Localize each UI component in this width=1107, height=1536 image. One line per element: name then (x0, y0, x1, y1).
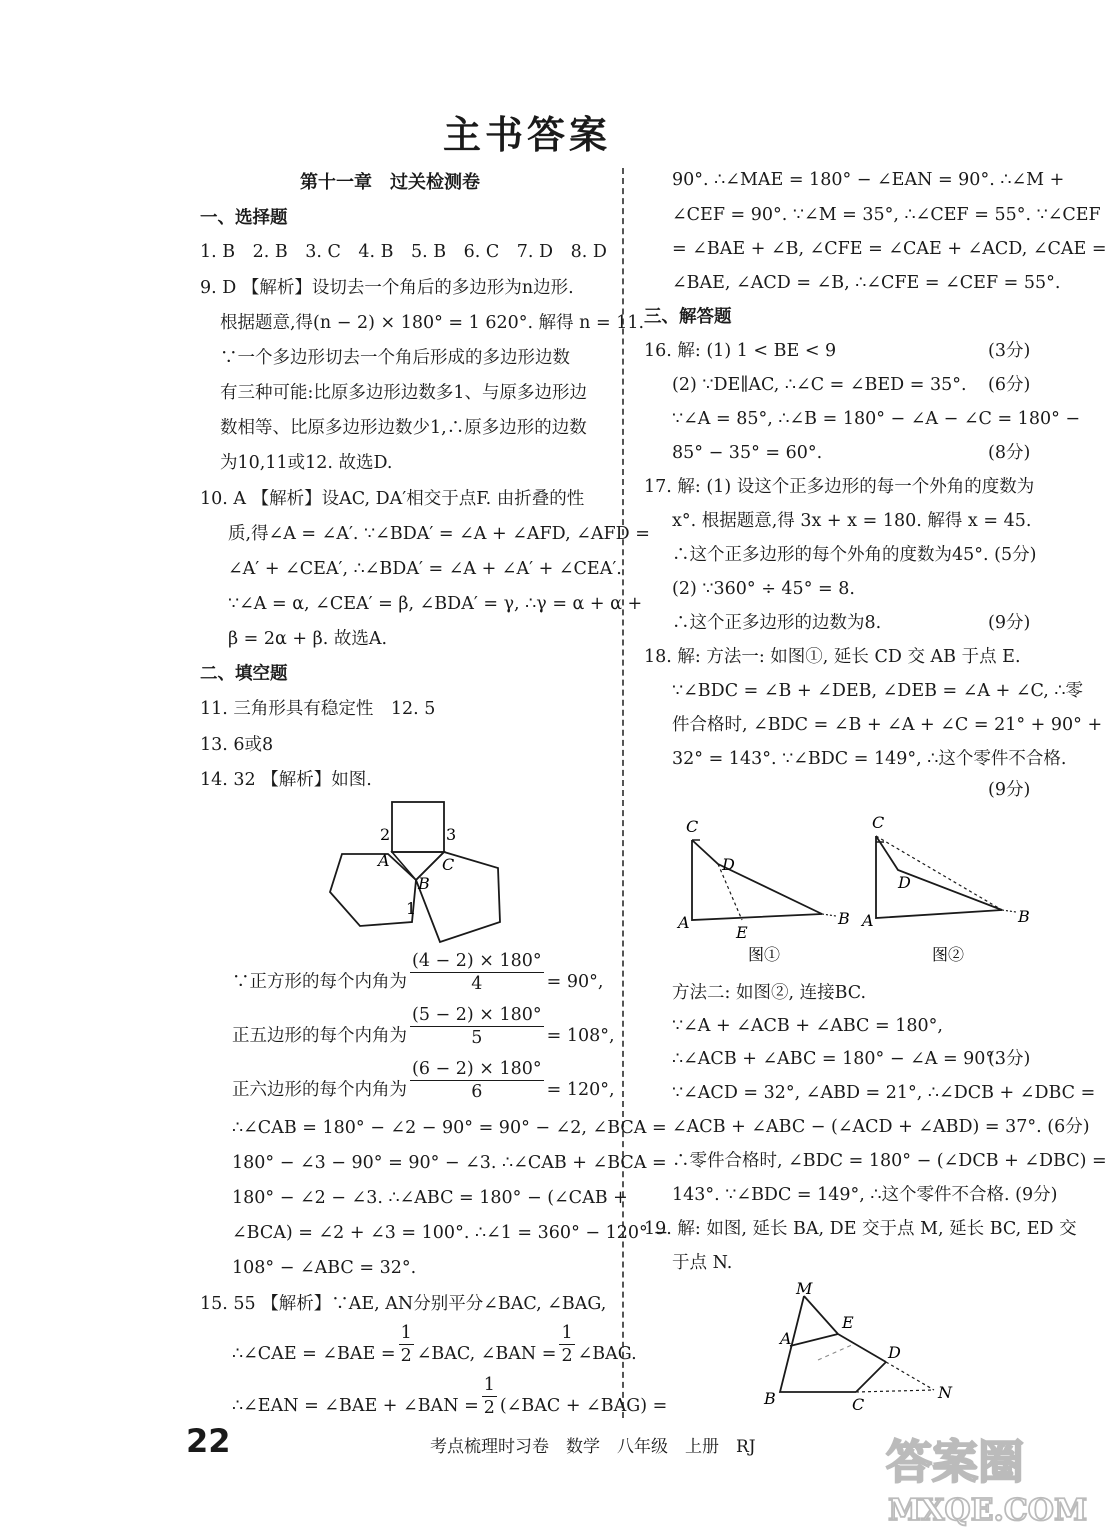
score: (9分) (988, 613, 1031, 633)
answer-line: (2) ∵360° ÷ 45° = 8. (672, 579, 855, 599)
score: (3分) (988, 341, 1031, 361)
answer-line: 1. B 2. B 3. C 4. B 5. B 6. C 7. D 8. D (200, 242, 607, 262)
label-A: A (862, 911, 874, 930)
label-A: A (378, 851, 390, 870)
label-B: B (838, 909, 850, 928)
chapter-heading: 第十一章 过关检测卷 (300, 172, 480, 193)
figure-19 (758, 1279, 958, 1418)
label-angle-1: 1 (406, 899, 417, 918)
answer-line: 108° − ∠ABC = 32°. (232, 1258, 417, 1278)
answer-line: ∠CEF = 90°. ∵∠M = 35°, ∴∠CEF = 55°. ∵∠CEF (672, 205, 1101, 225)
watermark-text-2: MXQE.COM (888, 1493, 1088, 1528)
label-C: C (852, 1395, 865, 1414)
score: (6分) (988, 375, 1031, 395)
figure-2 (856, 806, 1046, 966)
answer-line: 为10,11或12. 故选D. (220, 453, 393, 473)
answer-line: 17. 解: (1) 设这个正多边形的每一个外角的度数为 (644, 477, 1035, 497)
figure-polygons (320, 796, 540, 956)
label-A: A (678, 913, 690, 932)
answer-line: ∵∠A = α, ∠CEA′ = β, ∠BDA′ = γ, ∴γ = α + α + (228, 594, 643, 614)
answer-line: 13. 6或8 (200, 735, 274, 755)
answer-line: 19. 解: 如图, 延长 BA, DE 交于点 M, 延长 BC, ED 交 (644, 1219, 1077, 1239)
answer-line: 14. 32 【解析】如图. (200, 770, 372, 790)
answer-line: 件合格时, ∠BDC = ∠B + ∠A + ∠C = 21° + 90° + (672, 715, 1103, 735)
label-B: B (764, 1389, 776, 1408)
answer-line: 32° = 143°. ∵∠BDC = 149°, ∴这个零件不合格. (672, 749, 1067, 769)
figure-1 (672, 810, 862, 970)
answer-line: ∵∠BDC = ∠B + ∠DEB, ∠DEB = ∠A + ∠C, ∴零 (672, 681, 1084, 701)
section-choice: 一、选择题 (200, 208, 288, 228)
label-D: D (722, 855, 735, 874)
answer-line: ∵一个多边形切去一个角后形成的多边形边数 (220, 348, 570, 368)
label-C: C (686, 817, 699, 836)
answer-line: ∴∠CAB = 180° − ∠2 − 90° = 90° − ∠2, ∠BCA = (232, 1118, 667, 1138)
answer-line: = ∠BAE + ∠B, ∠CFE = ∠CAE + ∠ACD, ∠CAE = (672, 239, 1107, 259)
fraction-line: ∵正方形的每个内角为 $\frac{(4 - 2) \times 180^\circ}{4}$ = 90°, (232, 951, 604, 994)
answer-line: (2) ∵DE∥AC, ∴∠C = ∠BED = 35°. (672, 375, 967, 395)
answer-line: ∴零件合格时, ∠BDC = 180° − (∠DCB + ∠DBC) = (672, 1151, 1107, 1171)
label-D: D (898, 873, 911, 892)
fraction-line: 正五边形的每个内角为 $\frac{(5 - 2) \times 180^\circ}{5}$ = 108°, (232, 1005, 615, 1048)
figure-2-caption: 图② (932, 945, 965, 964)
answer-line: ∠BCA) = ∠2 + ∠3 = 100°. ∴∠1 = 360° − 120° − (232, 1223, 668, 1243)
answer-line: ∴这个正多边形的边数为8. (672, 613, 882, 633)
answer-line: ∵∠A = 85°, ∴∠B = 180° − ∠A − ∠C = 180° − (672, 409, 1081, 429)
answer-line: 有三种可能:比原多边形边数多1、与原多边形边 (220, 383, 588, 403)
score: (8分) (988, 443, 1031, 463)
answer-line: 180° − ∠2 − ∠3. ∴∠ABC = 180° − (∠CAB + (232, 1188, 628, 1208)
answer-line: 质,得∠A = ∠A′. ∵∠BDA′ = ∠A + ∠AFD, ∠AFD = (228, 524, 650, 544)
label-angle-2: 2 (380, 825, 391, 844)
answer-line: 15. 55 【解析】∵AE, AN分别平分∠BAC, ∠BAG, (200, 1294, 607, 1314)
section-fill: 二、填空题 (200, 664, 288, 684)
answer-line: 180° − ∠3 − 90° = 90° − ∠3. ∴∠CAB + ∠BCA = (232, 1153, 667, 1173)
watermark-text-1: 答案圈 (886, 1435, 1024, 1489)
label-A: A (780, 1329, 792, 1348)
answer-line: ∠ACB + ∠ABC − (∠ACD + ∠ABD) = 37°. (6分) (672, 1117, 1090, 1137)
answer-line: 方法二: 如图②, 连接BC. (672, 983, 867, 1003)
section-solve: 三、解答题 (644, 307, 732, 327)
fraction-line: ∴∠EAN = ∠BAE + ∠BAN = $\frac{1}{2}$ (∠BAC + ∠BAG) = (232, 1375, 668, 1418)
answer-line: 143°. ∵∠BDC = 149°, ∴这个零件不合格. (9分) (672, 1185, 1058, 1205)
answer-line: 90°. ∴∠MAE = 180° − ∠EAN = 90°. ∴∠M + (672, 170, 1065, 190)
answer-line: 16. 解: (1) 1 < BE < 9 (644, 341, 837, 361)
answer-line: 11. 三角形具有稳定性 12. 5 (200, 699, 436, 719)
answer-line: ∴∠ACB + ∠ABC = 180° − ∠A = 90°. (672, 1049, 1000, 1069)
fraction-line: ∴∠CAE = ∠BAE = $\frac{1}{2}$ ∠BAC, ∠BAN = $\frac{1}{2}$ ∠BAG. (232, 1323, 637, 1366)
answer-line: 85° − 35° = 60°. (672, 443, 823, 463)
figure-1-caption: 图① (748, 945, 781, 964)
label-D: D (888, 1343, 901, 1362)
score: (3分) (988, 1049, 1031, 1069)
label-E: E (842, 1313, 854, 1332)
page-number: 22 (186, 1422, 231, 1460)
answer-line: ∴这个正多边形的每个外角的度数为45°. (5分) (672, 545, 1037, 565)
label-N: N (938, 1383, 952, 1402)
answer-line: β = 2α + β. 故选A. (228, 629, 388, 649)
score: (9分) (988, 780, 1031, 800)
answer-line: x°. 根据题意,得 3x + x = 180. 解得 x = 45. (672, 511, 1032, 531)
answer-line: 9. D 【解析】设切去一个角后的多边形为n边形. (200, 278, 574, 298)
fraction-line: 正六边形的每个内角为 $\frac{(6 - 2) \times 180^\circ}{6}$ = 120°, (232, 1059, 615, 1102)
answer-line: 根据题意,得(n − 2) × 180° = 1 620°. 解得 n = 11. (220, 313, 645, 333)
label-angle-3: 3 (446, 825, 457, 844)
label-M: M (796, 1279, 813, 1298)
answer-line: ∠BAE, ∠ACD = ∠B, ∴∠CFE = ∠CEF = 55°. (672, 273, 1061, 293)
label-C: C (872, 813, 885, 832)
answer-line: ∠A′ + ∠CEA′, ∴∠BDA′ = ∠A + ∠A′ + ∠CEA′. (228, 559, 622, 579)
answer-line: ∵∠ACD = 32°, ∠ABD = 21°, ∴∠DCB + ∠DBC = (672, 1083, 1096, 1103)
answer-line: 18. 解: 方法一: 如图①, 延长 CD 交 AB 于点 E. (644, 647, 1021, 667)
answer-line: ∵∠A + ∠ACB + ∠ABC = 180°, (672, 1016, 943, 1036)
label-C: C (442, 855, 455, 874)
watermark-logo (880, 1420, 1088, 1530)
book-footer: 考点梳理时习卷 数学 八年级 上册 RJ (430, 1437, 756, 1457)
label-B: B (418, 874, 430, 893)
answer-line: 10. A 【解析】设AC, DA′相交于点F. 由折叠的性 (200, 489, 585, 509)
label-B: B (1018, 907, 1030, 926)
answer-line: 于点 N. (672, 1253, 733, 1273)
answer-line: 数相等、比原多边形边数少1,∴原多边形的边数 (220, 418, 587, 438)
label-E: E (736, 923, 748, 942)
page-title: 主书答案 (442, 113, 611, 157)
